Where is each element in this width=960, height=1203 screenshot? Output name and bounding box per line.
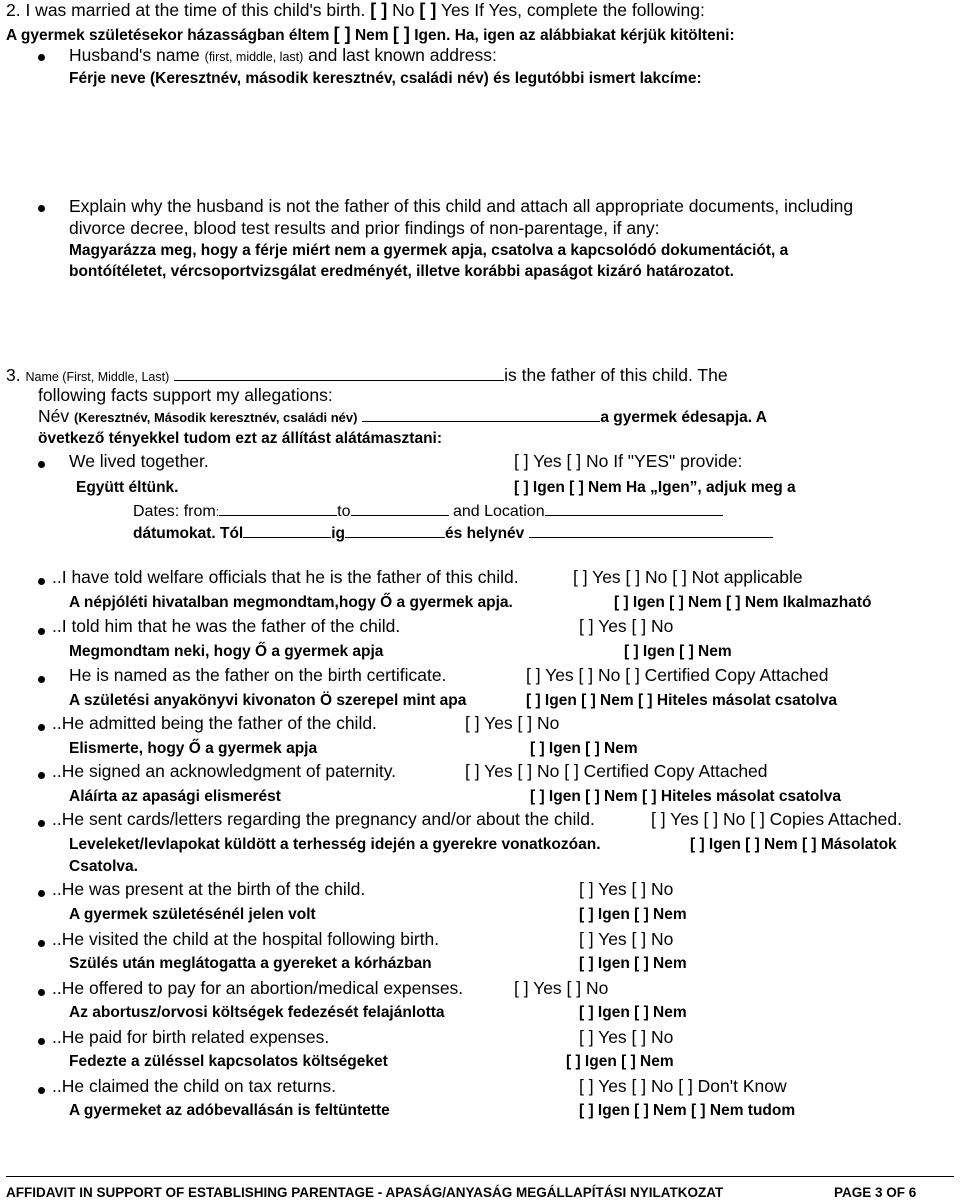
fact-told-him: ..I told him that he was the father of the child. <box>52 616 401 636</box>
dates-line: Dates: from: to and Location <box>133 500 723 522</box>
father-name-field-hu[interactable] <box>362 406 600 422</box>
checkbox-igen[interactable]: [ ] <box>392 24 410 44</box>
fact-abortion-offer: ..He offered to pay for an abortion/medical expenses. <box>52 978 464 998</box>
location-field-hu[interactable] <box>529 522 773 538</box>
bullet-icon <box>38 628 45 635</box>
fact-tax-returns-options[interactable]: [ ] Yes [ ] No [ ] Don't Know <box>579 1076 787 1096</box>
fact-tax-returns-hu-options[interactable]: [ ] Igen [ ] Nem [ ] Nem tudom <box>579 1102 796 1119</box>
explain-line-hu-1: Magyarázza meg, hogy a férje miért nem a gyermek apja, csatolva a kapcsolódó dokumentációt, a <box>69 242 789 259</box>
fact-birth-expenses: ..He paid for birth related expenses. <box>52 1027 330 1047</box>
explain-line-1: Explain why the husband is not the father of this child and attach all appropriate documents, including <box>69 196 854 216</box>
fact-acknowledgment-hu-options[interactable]: [ ] Igen [ ] Nem [ ] Hiteles másolat csatolva <box>530 788 841 805</box>
s2-married-line: 2. I was married at the time of this child's birth. [ ] No [ ] Yes If Yes, complete the following: <box>6 0 705 20</box>
fact-told-him-hu: Megmondtam neki, hogy Ő a gyermek apja <box>69 643 384 660</box>
fact-hospital-visit-hu: Szülés után meglátogatta a gyereket a kórházban <box>69 955 432 972</box>
fact-hospital-visit: ..He visited the child at the hospital following birth. <box>52 929 440 949</box>
fact-acknowledgment-hu: Aláírta az apasági elismerést <box>69 788 281 805</box>
fact-present-birth-options[interactable]: [ ] Yes [ ] No <box>579 879 674 899</box>
bullet-icon <box>38 54 45 61</box>
bullet-icon <box>38 205 45 212</box>
fact-told-him-options[interactable]: [ ] Yes [ ] No <box>579 616 674 636</box>
fact-acknowledgment-options[interactable]: [ ] Yes [ ] No [ ] Certified Copy Attached <box>465 761 768 781</box>
fact-abortion-offer-hu-options[interactable]: [ ] Igen [ ] Nem <box>579 1004 687 1021</box>
fact-cards-letters-hu-options[interactable]: [ ] Igen [ ] Nem [ ] Másolatok <box>690 836 897 853</box>
fact-birth-expenses-hu-options[interactable]: [ ] Igen [ ] Nem <box>566 1053 674 1070</box>
footer-title: AFFIDAVIT IN SUPPORT OF ESTABLISHING PARENTAGE - APASÁG/ANYASÁG MEGÁLLAPÍTÁSI NYILATKOZAT <box>6 1185 724 1200</box>
date-from-field-hu[interactable] <box>243 522 331 538</box>
fact-birth-cert-hu-options[interactable]: [ ] Igen [ ] Nem [ ] Hiteles másolat csatolva <box>526 692 837 709</box>
fact-tax-returns: ..He claimed the child on tax returns. <box>52 1076 337 1096</box>
fact-birth-cert-hu: A születési anyakönyvi kivonaton Ö szerepel mint apa <box>69 692 467 709</box>
fact-welfare-options[interactable]: [ ] Yes [ ] No [ ] Not applicable <box>573 567 803 587</box>
date-to-field-hu[interactable] <box>345 522 445 538</box>
fact-abortion-offer-hu: Az abortusz/orvosi költségek fedezését felajánlotta <box>69 1004 445 1021</box>
checkbox-nem[interactable]: [ ] <box>333 24 351 44</box>
husband-name-label-hu: Férje neve (Keresztnév, második keresztnév, családi név) és legutóbbi ismert lakcíme: <box>69 70 702 87</box>
fact-admitted-hu: Elismerte, hogy Ő a gyermek apja <box>69 740 318 757</box>
father-name-field[interactable] <box>174 365 504 381</box>
egyutt-options[interactable]: [ ] Igen [ ] Nem Ha „Igen”, adjuk meg a <box>514 479 796 496</box>
bullet-icon <box>38 940 45 947</box>
fact-birth-cert-options[interactable]: [ ] Yes [ ] No [ ] Certified Copy Attached <box>526 665 829 685</box>
fact-welfare-hu: A népjóléti hivatalban megmondtam,hogy Ő a gyermek apja. <box>69 594 513 611</box>
fact-present-birth-hu: A gyermek születésénél jelen volt <box>69 906 316 923</box>
fact-welfare: ..I have told welfare officials that he is the father of this child. <box>52 567 519 587</box>
fact-cards-letters-hu-cont: Csatolva. <box>69 858 138 875</box>
fact-birth-expenses-hu: Fedezte a züléssel kapcsolatos költségeket <box>69 1053 388 1070</box>
fact-birth-expenses-options[interactable]: [ ] Yes [ ] No <box>579 1027 674 1047</box>
egyutt-label: Együtt éltünk. <box>76 479 179 496</box>
fact-cards-letters-options[interactable]: [ ] Yes [ ] No [ ] Copies Attached. <box>651 809 902 829</box>
fact-tax-returns-hu: A gyermeket az adóbevallásán is feltüntette <box>69 1102 390 1119</box>
bullet-icon <box>38 676 45 683</box>
date-from-field[interactable] <box>219 500 337 516</box>
fact-cards-letters-hu: Leveleket/levlapokat küldött a terhesség idején a gyerekre vonatkozóan. <box>69 836 601 853</box>
fact-admitted-options[interactable]: [ ] Yes [ ] No <box>465 713 560 733</box>
fact-hospital-visit-options[interactable]: [ ] Yes [ ] No <box>579 929 674 949</box>
bullet-icon <box>38 461 45 468</box>
s3-nev-line: Név (Keresztnév, Második keresztnév, családi név) a gyermek édesapja. A <box>38 406 767 426</box>
bullet-icon <box>38 820 45 827</box>
s3-father-line: 3. Name (First, Middle, Last) is the father of this child. The <box>6 365 728 385</box>
fact-acknowledgment: ..He signed an acknowledgment of paternity. <box>52 761 397 781</box>
explain-line-2: divorce decree, blood test results and prior findings of non-parentage, if any: <box>69 218 660 238</box>
fact-birth-cert: He is named as the father on the birth certificate. <box>69 665 447 685</box>
bullet-icon <box>38 989 45 996</box>
fact-told-him-hu-options[interactable]: [ ] Igen [ ] Nem <box>624 643 732 660</box>
location-field[interactable] <box>545 500 723 516</box>
s2-married-line-hu: A gyermek születésekor házasságban éltem [ ] Nem [ ] Igen. Ha, igen az alábbiakat kérjük kitölteni: <box>6 24 735 44</box>
bullet-icon <box>38 1038 45 1045</box>
fact-admitted: ..He admitted being the father of the child. <box>52 713 377 733</box>
fact-cards-letters: ..He sent cards/letters regarding the pregnancy and/or about the child. <box>52 809 595 829</box>
bullet-icon <box>38 890 45 897</box>
lived-together-label: We lived together. <box>69 451 209 471</box>
bullet-icon <box>38 578 45 585</box>
checkbox-yes[interactable]: [ ] <box>419 0 437 20</box>
footer-page-number: PAGE 3 OF 6 <box>834 1185 917 1200</box>
fact-welfare-hu-options[interactable]: [ ] Igen [ ] Nem [ ] Nem Ikalmazható <box>614 594 872 611</box>
s3-following-line: following facts support my allegations: <box>38 385 333 405</box>
footer-divider <box>6 1176 954 1177</box>
explain-line-hu-2: bontóítéletet, vércsoportvizsgálat eredményét, illetve korábbi apaságot kizáró határozatot. <box>69 263 734 280</box>
date-to-field[interactable] <box>351 500 449 516</box>
fact-abortion-offer-options[interactable]: [ ] Yes [ ] No <box>514 978 609 998</box>
fact-present-birth: ..He was present at the birth of the child. <box>52 879 366 899</box>
datumokat-line: dátumokat. Tól ig és helynév <box>133 522 773 544</box>
fact-present-birth-hu-options[interactable]: [ ] Igen [ ] Nem <box>579 906 687 923</box>
fact-admitted-hu-options[interactable]: [ ] Igen [ ] Nem <box>530 740 638 757</box>
checkbox-no[interactable]: [ ] <box>370 0 388 20</box>
lived-together-options[interactable]: [ ] Yes [ ] No If "YES" provide: <box>514 451 743 471</box>
bullet-icon <box>38 772 45 779</box>
husband-name-label: Husband's name (first, middle, last) and last known address: <box>69 45 497 65</box>
bullet-icon <box>38 1087 45 1094</box>
s3-kovetkezo-line: övetkező tényekkel tudom ezt az állítást alátámasztani: <box>38 430 442 447</box>
fact-hospital-visit-hu-options[interactable]: [ ] Igen [ ] Nem <box>579 955 687 972</box>
bullet-icon <box>38 724 45 731</box>
